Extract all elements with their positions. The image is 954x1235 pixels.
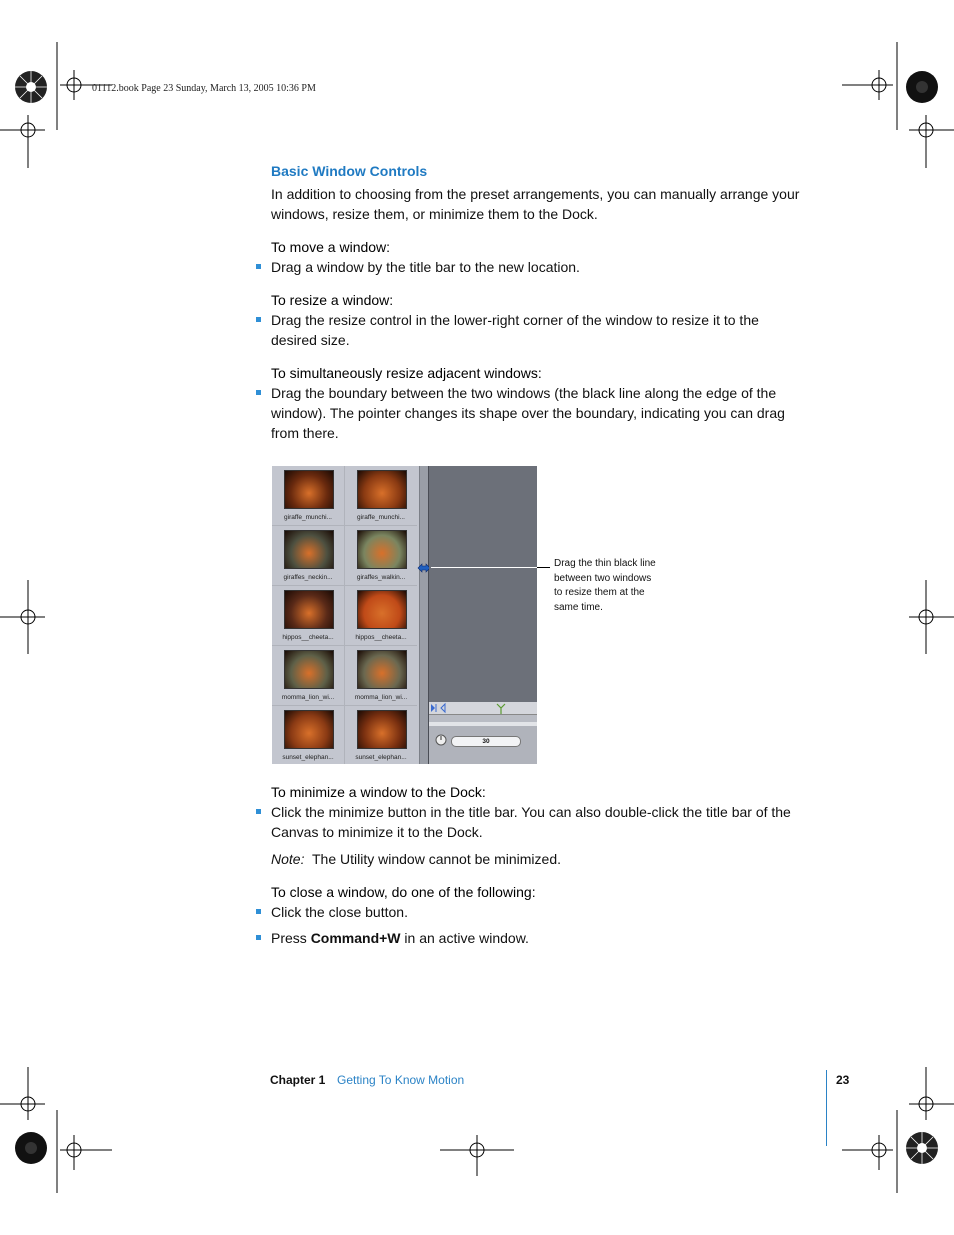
footer-divider [826,1070,827,1146]
close-bullet-2-prefix: Press [271,930,311,946]
media-thumbnail[interactable] [345,526,417,586]
section-title: Basic Window Controls [271,163,428,179]
minimize-note [271,849,831,869]
thumbnail-label: sunset_elephan... [282,754,334,761]
frame-counter-value: 30 [482,738,490,745]
thumbnail-label: momma_lion_wi... [354,694,408,701]
thumbnail-label: giraffes_walkin... [356,574,406,581]
bullet-marker [256,809,261,814]
thumbnail-image [357,470,407,509]
thumbnail-label: sunset_elephan... [355,754,407,761]
frame-counter[interactable] [451,736,521,747]
bullet-marker [256,317,261,322]
resize-bullet-line-2: desired size. [271,332,350,348]
close-bullet-2 [271,928,831,948]
note-text: The Utility window cannot be minimized. [312,851,561,867]
bullet-marker [256,264,261,269]
adjacent-heading: To simultaneously resize adjacent windows: [271,365,542,381]
thumbnail-label: hippos__cheeta... [355,634,407,641]
callout-leader-line [431,567,550,568]
resize-bullet-line-1: Drag the resize control in the lower-right corner of the window to resize it to the [271,312,759,328]
thumbnail-image [284,650,334,689]
thumbnail-image [357,590,407,629]
print-header: 01112.book Page 23 Sunday, March 13, 2005 10:36 PM [92,83,316,94]
minimize-bullet-line-2: Canvas to minimize it to the Dock. [271,824,483,840]
move-heading: To move a window: [271,239,391,255]
note-label: Note: [271,851,305,867]
media-thumbnail[interactable] [272,586,345,646]
adjacent-bullet-line-2: window). The pointer changes its shape over the boundary, indicating you can drag [271,405,785,421]
window-boundary-divider[interactable] [419,466,429,764]
resize-heading: To resize a window: [271,292,394,308]
media-thumbnail[interactable] [272,526,345,586]
media-thumbnail[interactable] [345,466,417,526]
thumbnail-image [357,710,407,749]
window-boundary-figure [272,466,537,764]
intro-line-1: In addition to choosing from the preset arrangements, you can manually arrange your [271,186,800,202]
close-heading: To close a window, do one of the following: [271,884,536,900]
thumbnail-label: giraffe_munchi... [357,514,405,521]
adjacent-bullet-line-3: from there. [271,425,339,441]
callout-line-4: same time. [554,601,603,613]
thumbnail-image [284,470,334,509]
thumbnail-image [284,530,334,569]
footer-chapter-title: Getting To Know Motion [337,1073,465,1087]
intro-line-2: windows, resize them, or minimize them to the Dock. [271,206,598,222]
bullet-marker [256,909,261,914]
canvas-window [429,466,537,702]
bullet-marker [256,390,261,395]
adjacent-bullet-line-1: Drag the boundary between the two windows (the black line along the edge of the [271,385,777,401]
close-bullet-2-suffix: in an active window. [400,930,529,946]
timeline-panel [429,702,537,764]
thumbnail-image [284,590,334,629]
media-thumbnail[interactable] [345,586,417,646]
media-thumbnail[interactable] [272,646,345,706]
thumbnail-image [357,530,407,569]
minimize-bullet-line-1: Click the minimize button in the title bar. You can also double-click the title bar of the [271,804,791,820]
callout-line-2: between two windows [554,572,652,584]
close-bullet-1: Click the close button. [271,904,408,920]
playhead-marker-icon [429,702,537,716]
media-thumbnail[interactable] [345,646,417,706]
move-bullet: Drag a window by the title bar to the new location. [271,259,580,275]
media-thumbnail[interactable] [272,706,345,764]
thumbnail-label: momma_lion_wi... [281,694,335,701]
figure-callout [554,557,684,615]
callout-line-1: Drag the thin black line [554,558,656,569]
timer-icon [435,734,447,746]
command-w-key: Command+W [310,930,401,946]
bullet-marker [256,935,261,940]
media-thumbnail[interactable] [272,466,345,526]
thumbnail-label: giraffes_neckin... [283,574,333,581]
minimize-heading: To minimize a window to the Dock: [271,784,486,800]
footer-chapter: Chapter 1 [270,1073,326,1087]
thumbnail-image [357,650,407,689]
thumbnail-image [284,710,334,749]
thumbnail-label: hippos__cheeta... [282,634,334,641]
thumbnail-label: giraffe_munchi... [284,514,332,521]
thumbnail-grid [272,466,418,764]
callout-line-3: to resize them at the [554,587,645,599]
media-thumbnail[interactable] [345,706,417,764]
page-number: 23 [836,1073,850,1087]
callout-leader-line-outside [537,567,550,568]
